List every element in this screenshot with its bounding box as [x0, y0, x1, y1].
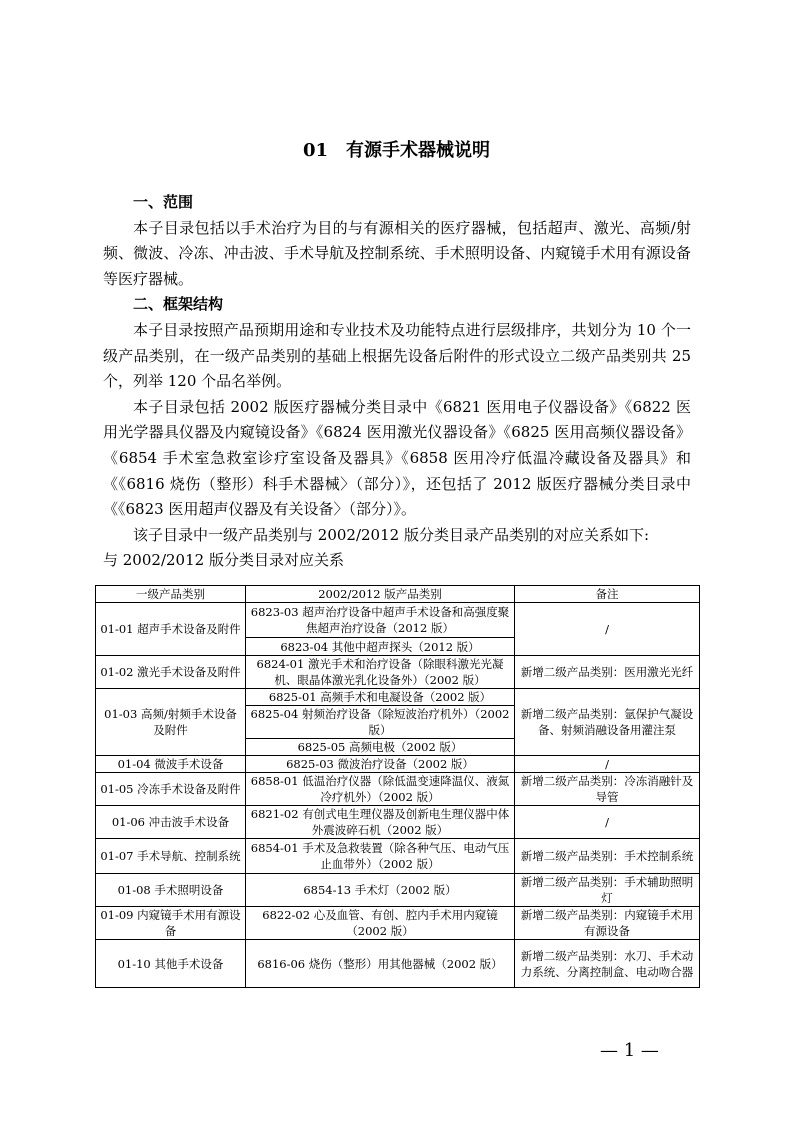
table-caption: 与 2002/2012 版分类目录对应关系: [103, 551, 344, 570]
note-cell: 新增二级产品类别：氩保护气凝设备、射频消融设备用灌注泵: [515, 689, 700, 756]
paragraph: 本子目录包括 2002 版医疗器械分类目录中《6821 医用电子仪器设备》《6822 医用光学器具仪器及内窥镜设备》《6824 医用激光仪器设备》《6825 医用高频仪器设备》《6854 手术室急救室诊疗室设备及器具》《6858 医用冷疗低温冷藏设备及器具》和《《6816 烧伤（整形）科手术器械〉（部分）》，还包括了 2012 版医疗器械分类目录中《《6823 医用超声仪器及有关设备〉（部分）》。: [103, 397, 691, 519]
note-cell: 新增二级产品类别：医用激光光纤: [515, 656, 700, 689]
old-category-cell: 6825-03 微波治疗设备（2002 版）: [246, 756, 515, 773]
section-heading: 二、框架结构: [133, 295, 224, 314]
header-cell: 2002/2012 版产品类别: [246, 586, 515, 603]
table-row: [96, 689, 700, 706]
category-cell: 01-05 冷冻手术设备及附件: [96, 773, 246, 806]
table-row: [96, 907, 700, 940]
old-category-cell: 6822-02 心及血管、有创、腔内手术用内窥镜（2002 版）: [246, 907, 515, 940]
category-cell: 01-10 其他手术设备: [96, 940, 246, 988]
old-category-cell: 6825-04 射频治疗设备（除短波治疗机外）（2002 版）: [246, 706, 515, 739]
section-heading: 一、范围: [133, 193, 194, 211]
table-row: [96, 773, 700, 806]
old-category-cell: 6823-04 其他中超声探头（2012 版）: [246, 638, 515, 656]
table-row: [96, 839, 700, 874]
old-category-cell: 6824-01 激光手术和治疗设备（除眼科激光光凝机、眼晶体激光乳化设备外）（2002 版）: [246, 656, 515, 689]
document-title: 01 有源手术器械说明: [302, 140, 491, 161]
mapping-table: [95, 585, 700, 988]
table-row: [96, 603, 700, 638]
page-number: — 1 —: [600, 1040, 659, 1061]
category-cell: 01-09 内窥镜手术用有源设备: [96, 907, 246, 940]
table-row: [96, 806, 700, 839]
paragraph: 本子目录按照产品预期用途和专业技术及功能特点进行层级排序，共划分为 10 个一级产品类别，在一级产品类别的基础上根据先设备后附件的形式设立二级产品类别共 25 个，列举 120 个品名举例。: [103, 320, 691, 391]
old-category-cell: 6823-03 超声治疗设备中超声手术设备和高强度聚焦超声治疗设备（2012 版）: [246, 603, 515, 638]
category-cell: 01-04 微波手术设备: [96, 756, 246, 773]
paragraph: 该子目录中一级产品类别与 2002/2012 版分类目录产品类别的对应关系如下:: [133, 525, 649, 544]
old-category-cell: 6825-05 高频电极（2002 版）: [246, 739, 515, 756]
header-cell: 一级产品类别: [96, 586, 246, 603]
note-cell: 新增二级产品类别：手术辅助照明灯: [515, 874, 700, 907]
old-category-cell: 6816-06 烧伤（整形）用其他器械（2002 版）: [246, 940, 515, 988]
old-category-cell: 6858-01 低温治疗仪器（除低温变速降温仪、液氮冷疗机外）（2002 版）: [246, 773, 515, 806]
note-cell: /: [515, 603, 700, 656]
category-cell: 01-01 超声手术设备及附件: [96, 603, 246, 656]
note-cell: /: [515, 756, 700, 773]
category-cell: 01-03 高频/射频手术设备及附件: [96, 689, 246, 756]
table-row: [96, 656, 700, 689]
table-row: [96, 756, 700, 773]
old-category-cell: 6854-01 手术及急救装置（除各种气压、电动气压止血带外）（2002 版）: [246, 839, 515, 874]
category-cell: 01-02 激光手术设备及附件: [96, 656, 246, 689]
category-cell: 01-07 手术导航、控制系统: [96, 839, 246, 874]
document-body: [103, 190, 691, 574]
old-category-cell: 6854-13 手术灯（2002 版）: [246, 874, 515, 907]
table-row: [96, 940, 700, 988]
header-cell: 备注: [515, 586, 700, 603]
old-category-cell: 6825-01 高频手术和电凝设备（2002 版）: [246, 689, 515, 706]
category-cell: 01-08 手术照明设备: [96, 874, 246, 907]
note-cell: 新增二级产品类别：内窥镜手术用有源设备: [515, 907, 700, 940]
old-category-cell: 6821-02 有创式电生理仪器及创新电生理仪器中体外震波碎石机（2002 版）: [246, 806, 515, 839]
note-cell: 新增二级产品类别：水刀、手术动力系统、分离控制盒、电动吻合器: [515, 940, 700, 988]
paragraph: 本子目录包括以手术治疗为目的与有源相关的医疗器械，包括超声、激光、高频/射频、微波、冷冻、冲击波、手术导航及控制系统、手术照明设备、内窥镜手术用有源设备等医疗器械。: [103, 218, 691, 288]
note-cell: /: [515, 806, 700, 839]
note-cell: 新增二级产品类别：冷冻消融针及导管: [515, 773, 700, 806]
table-header-row: [96, 586, 700, 603]
category-cell: 01-06 冲击波手术设备: [96, 806, 246, 839]
note-cell: 新增二级产品类别：手术控制系统: [515, 839, 700, 874]
table-row: [96, 874, 700, 907]
